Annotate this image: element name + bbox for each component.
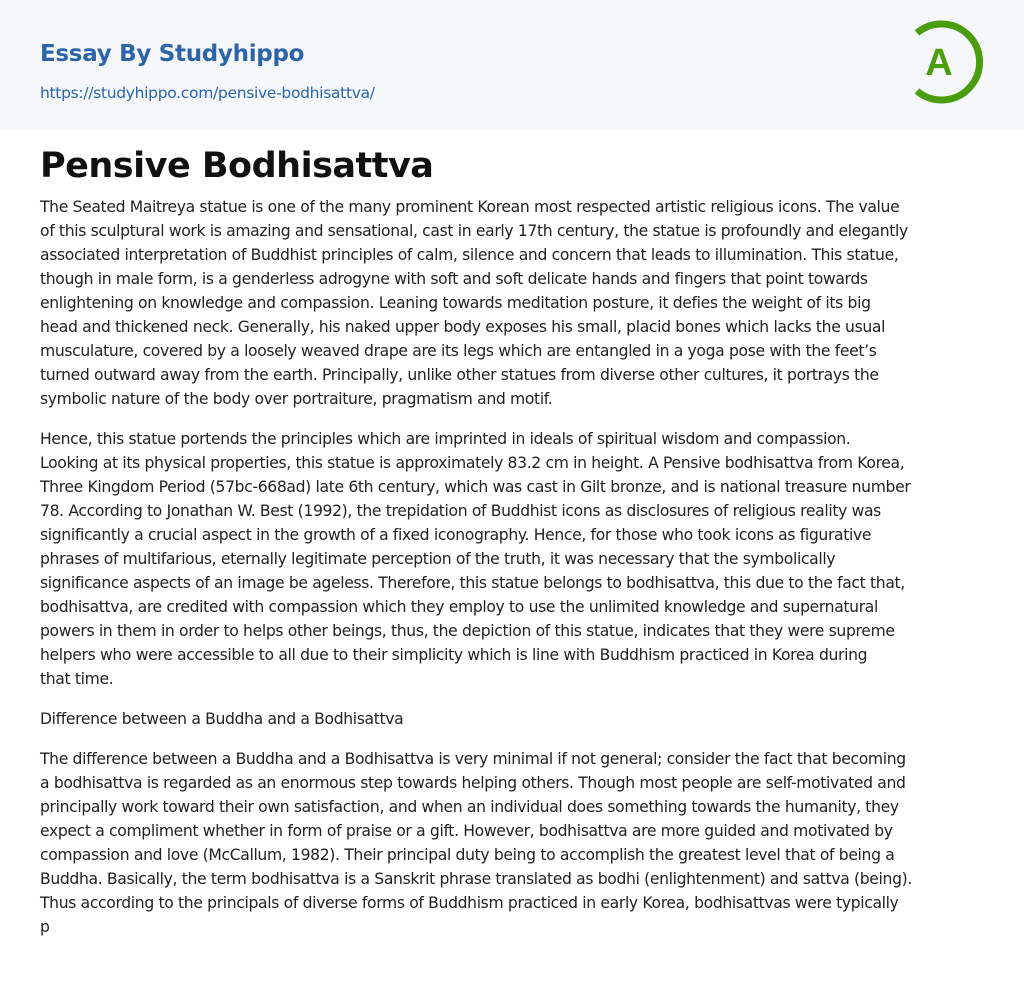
text-line: principally work toward their own satisfaction, and when an individual does something towards the humanity, they bbox=[40, 798, 899, 816]
text-line: musculature, covered by a loosely weaved drape are its legs which are entangled in a yoga pose with the feet’s bbox=[40, 342, 877, 360]
text-line: helpers who were accessible to all due to their simplicity which is line with Buddhism practiced in Korea during bbox=[40, 646, 868, 664]
text-line: a bodhisattva is regarded as an enormous step towards helping others. Though most people are self-motivated and bbox=[40, 774, 906, 792]
text-line: Three Kingdom Period (57bc-668ad) late 6th century, which was cast in Gilt bronze, and is national treasure number bbox=[40, 478, 911, 496]
paragraph-2 bbox=[40, 427, 990, 691]
text-line: significantly a crucial aspect in the growth of a fixed iconography. Hence, for those who took icons as figurative bbox=[40, 526, 872, 544]
text-line: turned outward away from the earth. Principally, unlike other statues from diverse other cultures, it portrays the bbox=[40, 366, 879, 384]
text-line: significance aspects of an image be ageless. Therefore, this statue belongs to bodhisattva, this due to the fact that, bbox=[40, 574, 905, 592]
brand-title: Essay By Studyhippo bbox=[40, 41, 305, 67]
text-line: Hence, this statue portends the principles which are imprinted in ideals of spiritual wisdom and compassion. bbox=[40, 430, 851, 448]
text-line: compassion and love (McCallum, 1982). Their principal duty being to accomplish the greatest level that of being a bbox=[40, 846, 895, 864]
text-line: enlightening on knowledge and compassion. Leaning towards meditation posture, it defies the weight of its big bbox=[40, 294, 871, 312]
text-line: of this sculptural work is amazing and sensational, cast in early 17th century, the statue is profoundly and elegantly bbox=[40, 222, 908, 240]
text-line: Thus according to the principals of diverse forms of Buddhism practiced in early Korea, bodhisattvas were typically bbox=[40, 894, 899, 912]
text-line: powers in them in order to helps other beings, thus, the depiction of this statue, indicates that they were supreme bbox=[40, 622, 895, 640]
essay-header bbox=[0, 0, 1024, 129]
paragraph-3 bbox=[40, 747, 990, 939]
text-line: 78. According to Jonathan W. Best (1992), the trepidation of Buddhist icons as disclosures of religious reality was bbox=[40, 502, 881, 520]
studyhippo-a-logo-icon[interactable] bbox=[908, 18, 988, 106]
text-line: expect a compliment whether in form of praise or a gift. However, bodhisattva are more guided and motivated by bbox=[40, 822, 893, 840]
text-line: The difference between a Buddha and a Bodhisattva is very minimal if not general; consider the fact that becoming bbox=[40, 750, 906, 768]
subheading-text: Difference between a Buddha and a Bodhisattva bbox=[40, 710, 404, 728]
text-line: phrases of multifarious, eternally legitimate perception of the truth, it was necessary that the symbolically bbox=[40, 550, 836, 568]
text-line: p bbox=[40, 918, 50, 936]
text-line: Buddha. Basically, the term bodhisattva is a Sanskrit phrase translated as bodhi (enlightenment) and sattva (being). bbox=[40, 870, 912, 888]
source-url-link[interactable]: https://studyhippo.com/pensive-bodhisattva/ bbox=[40, 84, 375, 102]
text-line: head and thickened neck. Generally, his naked upper body exposes his small, placid bones which lacks the usual bbox=[40, 318, 886, 336]
article-body bbox=[40, 195, 990, 955]
paragraph-1 bbox=[40, 195, 990, 411]
text-line: though in male form, is a genderless adrogyne with soft and soft delicate hands and fingers that point towards bbox=[40, 270, 868, 288]
text-line: that time. bbox=[40, 670, 114, 688]
text-line: associated interpretation of Buddhist principles of calm, silence and concern that leads to illumination. This statue, bbox=[40, 246, 899, 264]
text-line: Looking at its physical properties, this statue is approximately 83.2 cm in height. A Pensive bodhisattva from Korea, bbox=[40, 454, 905, 472]
svg-text:A: A bbox=[925, 42, 953, 84]
section-subheading bbox=[40, 707, 990, 731]
text-line: bodhisattva, are credited with compassion which they employ to use the unlimited knowledge and supernatural bbox=[40, 598, 878, 616]
text-line: symbolic nature of the body over portraiture, pragmatism and motif. bbox=[40, 390, 553, 408]
article-title: Pensive Bodhisattva bbox=[40, 146, 434, 186]
text-line: The Seated Maitreya statue is one of the many prominent Korean most respected artistic religious icons. The value bbox=[40, 198, 900, 216]
